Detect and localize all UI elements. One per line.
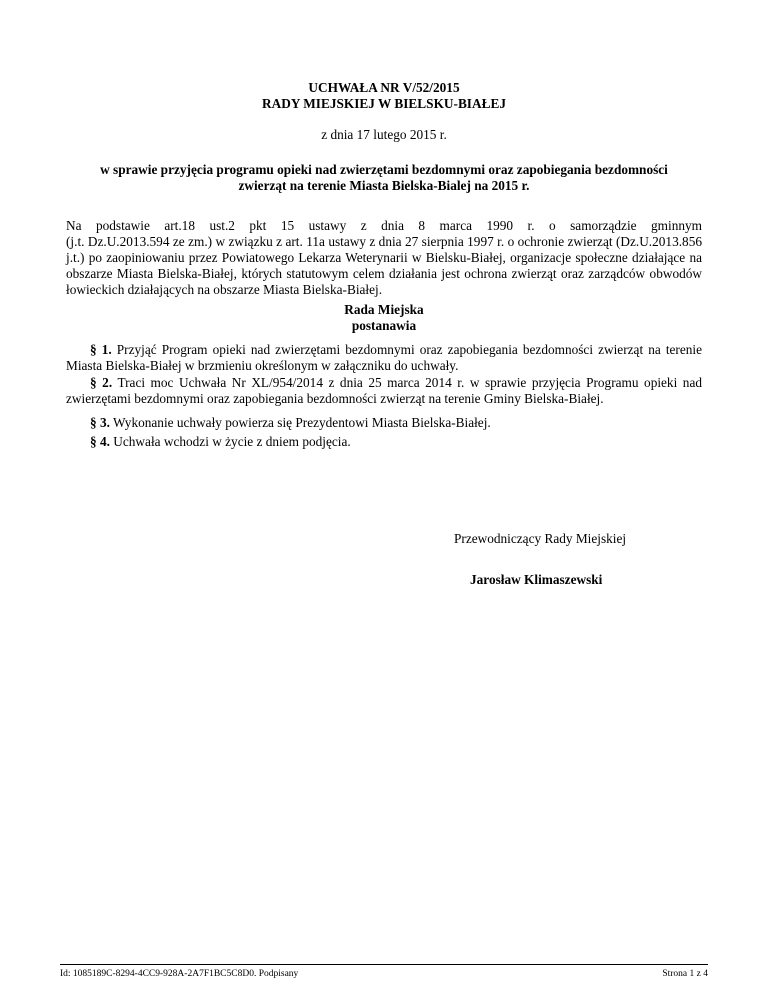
council-decides bbox=[0, 302, 768, 334]
resolution-subject bbox=[60, 162, 708, 194]
paragraph-text: Wykonanie uchwały powierza się Prezydentowi Miasta Bielska-Białej. bbox=[113, 415, 491, 430]
title-line-1: UCHWAŁA NR V/52/2015 bbox=[308, 80, 460, 95]
paragraph-1 bbox=[66, 342, 702, 374]
paragraph-label: § 1. bbox=[90, 342, 112, 357]
paragraph-2 bbox=[66, 375, 702, 407]
decides-verb: postanawia bbox=[351, 318, 417, 333]
paragraph-label: § 2. bbox=[90, 375, 113, 390]
document-id: Id: 1085189C-8294-4CC9-928A-2A7F1BC5C8D0. Podpisany bbox=[60, 969, 299, 979]
preamble-rest: (j.t. Dz.U.2013.594 ze zm.) w związku z art. 11a ustawy z dnia 27 sierpnia 1997 r. o ochronie zwierząt (Dz.U.2013.856 j.t.) po zaopiniowaniu przez Powiatowego Lekarza Weterynarii w Bielsku-Białej, organizacje społeczne działające na obszarze Miasta Bielska-Białej, których statutowym celem działania jest ochrona zwierząt oraz zarządców obwodów łowieckich działających na obszarze Miasta Bielska-Białej. bbox=[66, 234, 702, 297]
title-line-2: RADY MIEJSKIEJ W BIELSKU-BIAŁEJ bbox=[262, 96, 506, 111]
paragraph-3 bbox=[66, 415, 702, 431]
resolution-date: z dnia 17 lutego 2015 r. bbox=[321, 127, 447, 142]
paragraph-label: § 3. bbox=[90, 415, 110, 430]
signer-role: Przewodniczący Rady Miejskiej bbox=[454, 531, 627, 546]
paragraph-text: Traci moc Uchwała Nr XL/954/2014 z dnia 25 marca 2014 r. w sprawie przyjęcia Programu opieki nad zwierzętami bezdomnymi oraz zapobiegania bezdomności zwierząt na terenie Gminy Bielska-Białej. bbox=[66, 375, 703, 406]
paragraph-4 bbox=[66, 434, 702, 450]
preamble-line-1: Na podstawie art.18 ust.2 pkt 15 ustawy z dnia 8 marca 1990 r. o samorządzie gminnym bbox=[66, 218, 702, 233]
paragraph-text: Przyjąć Program opieki nad zwierzętami bezdomnymi oraz zapobiegania bezdomności zwierząt na terenie Miasta Bielska-Białej w brzmieniu określonym w załączniku do uchwały. bbox=[66, 342, 702, 373]
paragraph-label: § 4. bbox=[90, 434, 110, 449]
footer-divider bbox=[60, 964, 708, 965]
paragraph-text: Uchwała wchodzi w życie z dniem podjęcia. bbox=[113, 434, 351, 449]
subject-line-1: w sprawie przyjęcia programu opieki nad zwierzętami bezdomnymi oraz zapobiegania bezdomności bbox=[100, 162, 668, 177]
page-number: Strona 1 z 4 bbox=[662, 969, 708, 979]
signer-name: Jarosław Klimaszewski bbox=[470, 572, 603, 587]
legal-basis-preamble bbox=[66, 218, 702, 298]
subject-line-2: zwierząt na terenie Miasta Bielska-Bialej na 2015 r. bbox=[238, 178, 530, 193]
resolution-title bbox=[0, 80, 768, 112]
council-name: Rada Miejska bbox=[344, 302, 424, 317]
